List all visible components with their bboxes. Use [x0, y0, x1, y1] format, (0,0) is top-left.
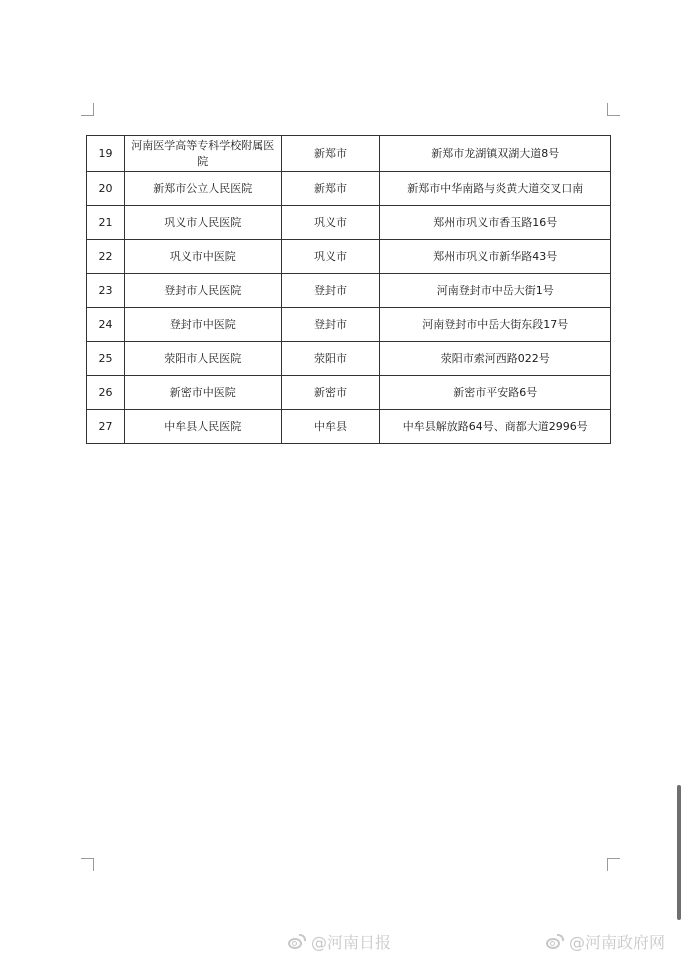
watermark-text: @河南日报 [311, 933, 392, 952]
row-number: 20 [87, 172, 125, 206]
row-number: 27 [87, 410, 125, 444]
hospital-address: 河南登封市中岳大街东段17号 [380, 308, 611, 342]
hospital-address: 河南登封市中岳大街1号 [380, 274, 611, 308]
hospital-name: 登封市人民医院 [124, 274, 281, 308]
hospital-address: 新郑市龙湖镇双湖大道8号 [380, 136, 611, 172]
row-number: 26 [87, 376, 125, 410]
hospital-city: 登封市 [281, 274, 380, 308]
watermark-henan-daily [287, 930, 391, 953]
hospital-name: 巩义市中医院 [124, 240, 281, 274]
table-row [87, 136, 611, 172]
hospital-name: 河南医学高等专科学校附属医院 [124, 136, 281, 172]
hospital-city: 巩义市 [281, 206, 380, 240]
page-corner-mark [81, 858, 94, 871]
watermark-henan-gov [545, 930, 665, 953]
hospital-name: 登封市中医院 [124, 308, 281, 342]
hospital-address: 新郑市中华南路与炎黄大道交叉口南 [380, 172, 611, 206]
table-row [87, 274, 611, 308]
hospital-city: 新密市 [281, 376, 380, 410]
table-row [87, 240, 611, 274]
hospital-city: 荥阳市 [281, 342, 380, 376]
table-row [87, 342, 611, 376]
hospital-name: 中牟县人民医院 [124, 410, 281, 444]
page-corner-mark [607, 858, 620, 871]
page-corner-mark [607, 103, 620, 116]
table-row [87, 172, 611, 206]
row-number: 22 [87, 240, 125, 274]
table-row [87, 376, 611, 410]
weibo-icon [287, 934, 307, 950]
row-number: 19 [87, 136, 125, 172]
hospital-address: 荥阳市索河西路022号 [380, 342, 611, 376]
row-number: 23 [87, 274, 125, 308]
row-number: 24 [87, 308, 125, 342]
page-corner-mark [81, 103, 94, 116]
row-number: 25 [87, 342, 125, 376]
hospital-name: 巩义市人民医院 [124, 206, 281, 240]
hospital-name: 新郑市公立人民医院 [124, 172, 281, 206]
hospital-table-body [87, 136, 611, 444]
row-number: 21 [87, 206, 125, 240]
weibo-icon [545, 934, 565, 950]
hospital-city: 登封市 [281, 308, 380, 342]
hospital-address: 中牟县解放路64号、商都大道2996号 [380, 410, 611, 444]
table-row [87, 308, 611, 342]
hospital-city: 新郑市 [281, 136, 380, 172]
table-row [87, 206, 611, 240]
hospital-name: 荥阳市人民医院 [124, 342, 281, 376]
hospital-table [86, 135, 611, 444]
hospital-address: 新密市平安路6号 [380, 376, 611, 410]
vertical-scrollbar[interactable] [677, 785, 681, 920]
table-row [87, 410, 611, 444]
watermark-text: @河南政府网 [569, 933, 666, 952]
hospital-city: 中牟县 [281, 410, 380, 444]
hospital-city: 新郑市 [281, 172, 380, 206]
hospital-address: 郑州市巩义市香玉路16号 [380, 206, 611, 240]
hospital-address: 郑州市巩义市新华路43号 [380, 240, 611, 274]
hospital-name: 新密市中医院 [124, 376, 281, 410]
hospital-city: 巩义市 [281, 240, 380, 274]
